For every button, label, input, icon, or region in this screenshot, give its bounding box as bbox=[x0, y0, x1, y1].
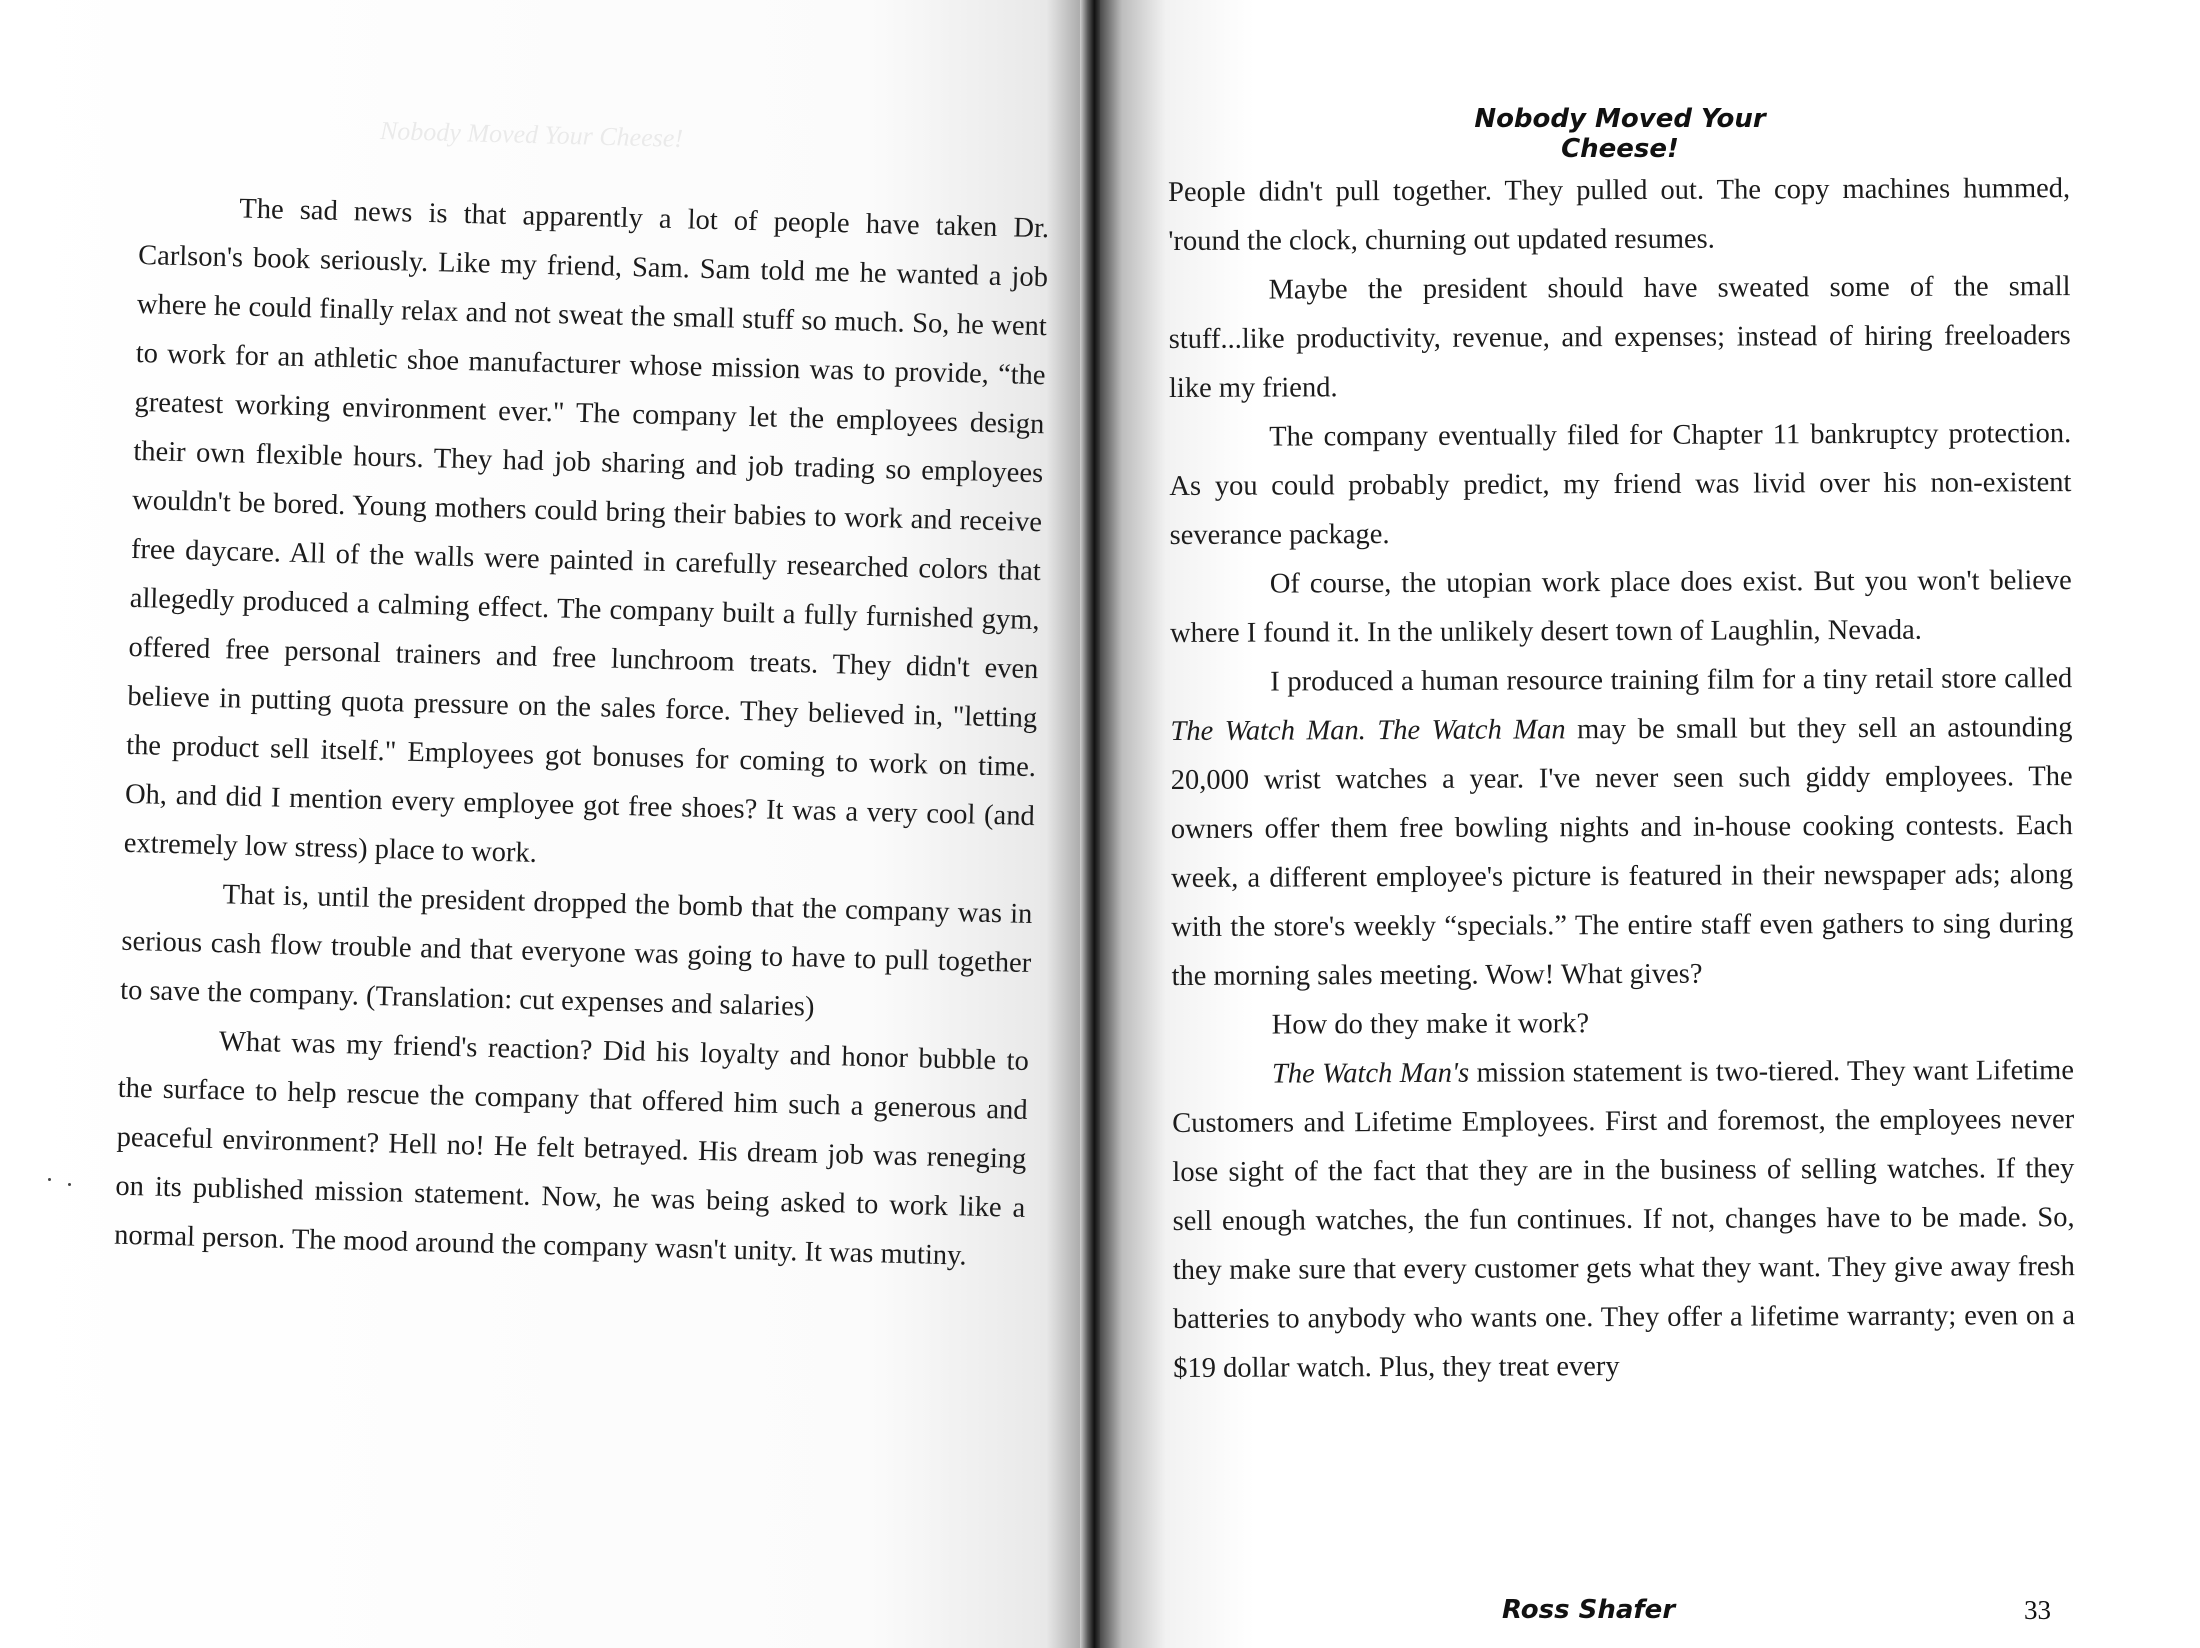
p5-text-b: may be small but they sell an astounding 20,000 wrist watches a year. I've never seen such giddy employees. The owners offer them free bowling nights and in-house cooking contests. Each week, a different employee's picture is featured in their newspaper ads; along with the store's weekly “specials.” The entire staff even gathers to sing during the morning sales meeting. Wow! What gives? bbox=[1170, 712, 2074, 992]
p5-book-title: The Watch Man. The Watch Man bbox=[1170, 714, 1566, 747]
left-paragraph-1: The sad news is that apparently a lot of people have taken Dr. Carlson's book seriously. Like my friend, Sam. Sam told me he wanted a job where he could finally relax and not sweat the small stuff so much. So, he went to work for an athletic shoe manufacturer whose mission was to provide, “the greatest working environment ever." The company let the employees design their own flexible hours. They had job sharing and job trading so employees wouldn't be bored. Young mothers could bring their babies to work and receive free daycare. All of the walls were painted in carefully researched colors that allegedly produced a calming effect. The company built a fully furnished gym, offered free personal trainers and free lunchroom treats. They didn't even believe in putting quota pressure on the sales force. They believed in, "letting the product sell itself." Employees got bonuses for coming to work on time. Oh, and did I mention every employee got free shoes? It was a very cool (and extremely low stress) place to work. bbox=[123, 193, 1050, 869]
right-paragraph-2: Maybe the president should have sweated some of the small stuff...like productivity, revenue, and expenses; instead of hiring freeloaders like my friend. bbox=[1168, 271, 2071, 404]
right-paragraph-3: The company eventually filed for Chapter 11 bankruptcy protection. As you could probably predict, my friend was livid over his non-existent severance package. bbox=[1169, 418, 2072, 551]
speck bbox=[48, 1178, 51, 1181]
right-paragraph-6: How do they make it work? bbox=[1271, 1008, 1590, 1041]
p7-store-name: The Watch Man's bbox=[1271, 1057, 1470, 1090]
left-paragraph-2: That is, until the president dropped the bomb that the company was in serious cash flow trouble and that everyone was going to have to pull together to save the company. (Translation: cut expenses and salaries) bbox=[119, 879, 1033, 1023]
left-page-body bbox=[114, 182, 1050, 1282]
right-paragraph-1: People didn't pull together. They pulled out. The copy machines hummed, 'round the clock, churning out updated resumes. bbox=[1168, 173, 2071, 257]
p5-text-a: I produced a human resource training film for a tiny retail store called bbox=[1270, 663, 2073, 698]
page-number: 33 bbox=[2024, 1595, 2051, 1625]
right-page-body bbox=[1168, 164, 2075, 1393]
right-page bbox=[1100, 0, 2200, 1648]
left-page bbox=[0, 0, 1090, 1648]
running-header: Nobody Moved Your Cheese! bbox=[1474, 104, 1766, 164]
p7-text: mission statement is two-tiered. They want Lifetime Customers and Lifetime Employees. First and foremost, the employees never lose sight of the fact that they are in the business of selling watches. If they sell enough watches, the fun continues. If not, changes have to be made. So, they make sure that every customer gets what they want. They give away fresh batteries to anybody who wants one. They offer a lifetime warranty; even on a $19 dollar watch. Plus, they treat every bbox=[1172, 1055, 2076, 1384]
speck bbox=[68, 1183, 71, 1186]
left-paragraph-3: What was my friend's reaction? Did his loyalty and honor bubble to the surface to help rescue the company that offered him such a generous and peaceful environment? Hell no! He felt betrayed. His dream job was reneging on its published mission statement. Now, he was being asked to work like a normal person. The mood around the company wasn't unity. It was mutiny. bbox=[113, 1026, 1030, 1272]
right-paragraph-4: Of course, the utopian work place does exist. But you won't believe where I found it. In the unlikely desert town of Laughlin, Nevada. bbox=[1169, 565, 2072, 649]
right-paragraph-5 bbox=[1170, 654, 2073, 1001]
right-paragraph-7 bbox=[1172, 1046, 2075, 1393]
bleed-through-header: Nobody Moved Your Cheese! bbox=[379, 116, 684, 153]
footer-author: Ross Shafer bbox=[1502, 1595, 1676, 1625]
